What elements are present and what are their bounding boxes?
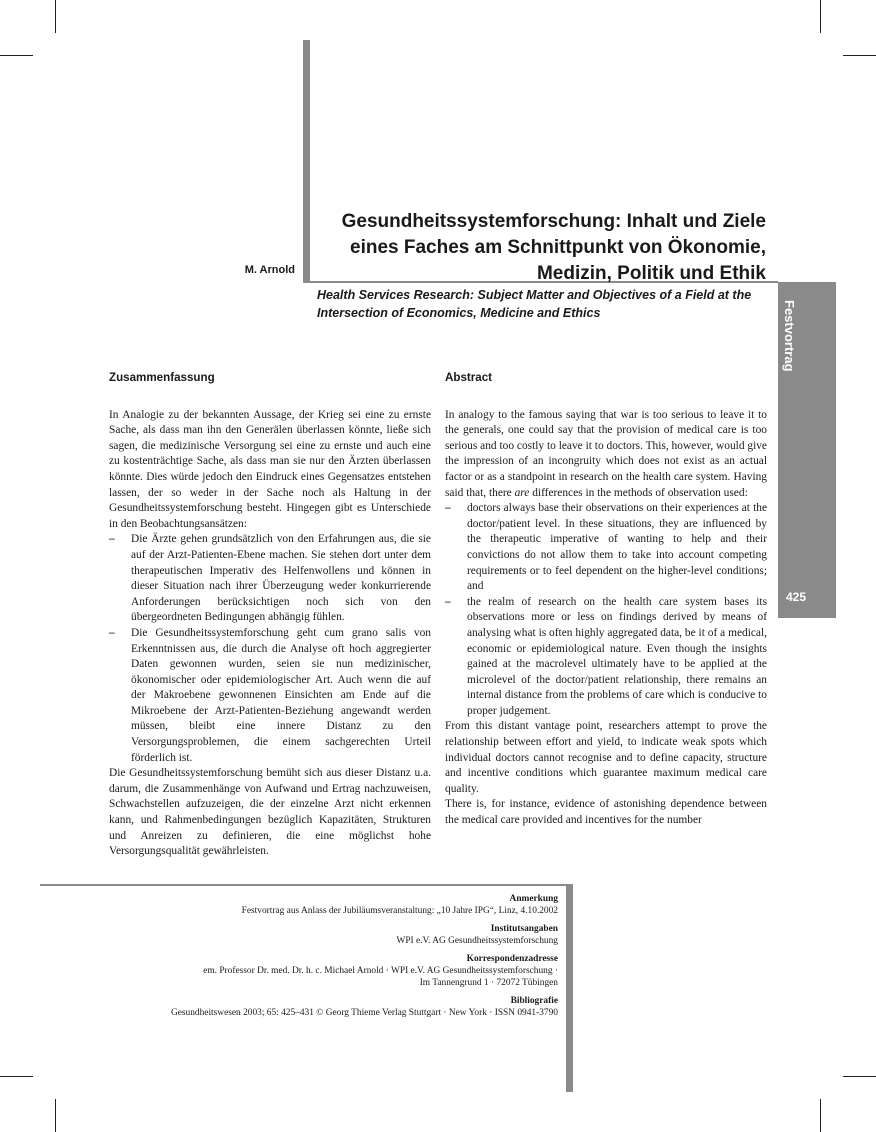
crop-mark	[55, 1099, 56, 1132]
author: M. Arnold	[244, 264, 295, 276]
abstract-list	[445, 501, 767, 719]
footnote-rule	[40, 884, 573, 886]
bibliography-text: Gesundheitswesen 2003; 65: 425–431 © Georg Thieme Verlag Stuttgart · New York · ISSN 0941-3790	[170, 1008, 558, 1018]
abstract-heading: Abstract	[445, 371, 493, 384]
note-text: Festvortrag aus Anlass der Jubiläumsveranstaltung: „10 Jahre IPG“, Linz, 4.10.2002	[241, 906, 558, 916]
institute-text: WPI e.V. AG Gesundheitssystemforschung	[396, 936, 558, 946]
institute-heading: Institutsangaben	[490, 924, 558, 934]
zusammenfassung-list	[109, 532, 431, 766]
zusammenfassung-intro: In Analogie zu der bekannten Aussage, der Krieg sei eine zu ernste Sache, als dass man ihn den Generälen überlassen könnte, ließe sich sagen, die medizinische Versorgung sei eine zu ernste und auch eine zu kostenträchtige Sache, als dass man sie nur den Ärzten überlassen könnte. Dies würde jedoch den Eindruck eines Gegensatzes entstehen lassen, der so weder in der Sache noch als Haltung in der Gesundheitssystemforschung besteht. Hingegen gibt es Unterschiede in den Beobachtungsansätzen:	[109, 408, 431, 530]
crop-mark	[0, 1076, 33, 1077]
page-number: 425	[786, 590, 807, 604]
bibliography-section	[60, 995, 558, 1019]
abstract-paragraph: From this distant vantage point, researchers attempt to prove the relationship between effort and yield, to indicate weak spots which individual doctors cannot recognise and to define capacity, structure and incentive conditions which guarantee maximum medical care quality.	[445, 720, 767, 795]
institute-section	[60, 923, 558, 947]
zusammenfassung-column	[109, 370, 431, 860]
list-item: – doctors always base their observations on their experiences at the doctor/patient level. In these situations, they are influenced by the therapeutic imperative of wanting to help and their convictions do not allow them to take into account competing requirements or to feel dependent on the higher-level conditions; and	[445, 501, 767, 595]
footnote-block	[60, 893, 558, 1025]
article-title: Gesundheitssystemforschung: Inhalt und Ziele eines Faches am Schnittpunkt von Ökonomie, Medizin, Politik und Ethik	[341, 211, 766, 284]
bibliography-heading: Bibliografie	[510, 996, 558, 1006]
abstract-paragraph: There is, for instance, evidence of astonishing dependence between the medical care provided and incentives for the number	[445, 798, 767, 827]
section-label: Festvortrag	[782, 300, 797, 372]
footnote-accent-bar	[566, 885, 573, 1092]
crop-mark	[843, 1076, 876, 1077]
list-item: – Die Ärzte gehen grundsätzlich von den Erfahrungen aus, die sie auf der Arzt-Patienten-Ebene machen. Sie stehen dort unter dem therapeutischen Imperativ des Helfenwollens und können in dieser Situation nach ihrer Überzeugung weder konkurrierende Anforderungen berücksichtigen noch sich von den übergeordneten Bedingungen abhängig fühlen.	[109, 532, 431, 626]
crop-mark	[820, 0, 821, 33]
correspondence-line: em. Professor Dr. med. Dr. h. c. Michael Arnold · WPI e.V. AG Gesundheitssystemforschung ·	[203, 966, 558, 976]
abstract-intro: In analogy to the famous saying that war is too serious to leave it to the generals, one could say that the provision of medical care is too serious and too costly to leave it to doctors. This, however, would give the impression of an incongruity which does not exist as an actual factor or as a standpoint in research on the health care system. Having said that, there are differences in the methods of observation used:	[445, 408, 767, 499]
crop-mark	[843, 55, 876, 56]
crop-mark	[820, 1099, 821, 1132]
note-heading: Anmerkung	[509, 894, 558, 904]
crop-mark	[0, 55, 33, 56]
list-item: – the realm of research on the health care system bases its observations more or less on findings derived by means of analysing what is often highly aggregated data, be it of a medical, economic or epidemiological nature. Even though the insights gained at the macrolevel ultimately have to be applied at the microlevel of the doctor/patient relationship, there remains an internal distance from the problems of care which is conducive to proper judgement.	[445, 595, 767, 720]
correspondence-heading: Korrespondenzadresse	[466, 954, 558, 964]
zusammenfassung-heading: Zusammenfassung	[109, 371, 215, 384]
correspondence-line: Im Tannengrund 1 · 72072 Tübingen	[419, 978, 558, 988]
list-item: – Die Gesundheitssystemforschung geht cum grano salis von Erkenntnissen aus, die durch die Analyse oft hoch aggregierter Daten gewonnen wurden, seien sie nun medizinischer, ökonomischer oder epidemiologischer Art. Auch wenn die auf der Makroebene gewonnenen Einsichten am Ende auf die Mikroebene der Arzt-Patienten-Beziehung angewandt werden müssen, bleibt eine innere Distanz zu den Versorgungsproblemen, die einem sachgerechten Urteil förderlich ist.	[109, 626, 431, 766]
crop-mark	[55, 0, 56, 33]
abstract-column	[445, 370, 767, 829]
emphasis: are	[514, 486, 530, 499]
english-title: Health Services Research: Subject Matter and Objectives of a Field at the Intersection of Economics, Medicine and Ethics	[317, 288, 752, 320]
zusammenfassung-closing: Die Gesundheitssystemforschung bemüht sich aus dieser Distanz u.a. darum, die Zusammenhänge von Aufwand und Ertrag nachzuweisen, Schwachstellen aufzuzeigen, die der einzelne Arzt nicht erkennen kann, und Rahmenbedingungen bezüglich Kapazitäten, Strukturen und Anreizen zu definieren, die eine möglichst hohe Versorgungsqualität gewährleisten.	[109, 767, 431, 858]
correspondence-section	[60, 953, 558, 989]
note-section	[60, 893, 558, 917]
